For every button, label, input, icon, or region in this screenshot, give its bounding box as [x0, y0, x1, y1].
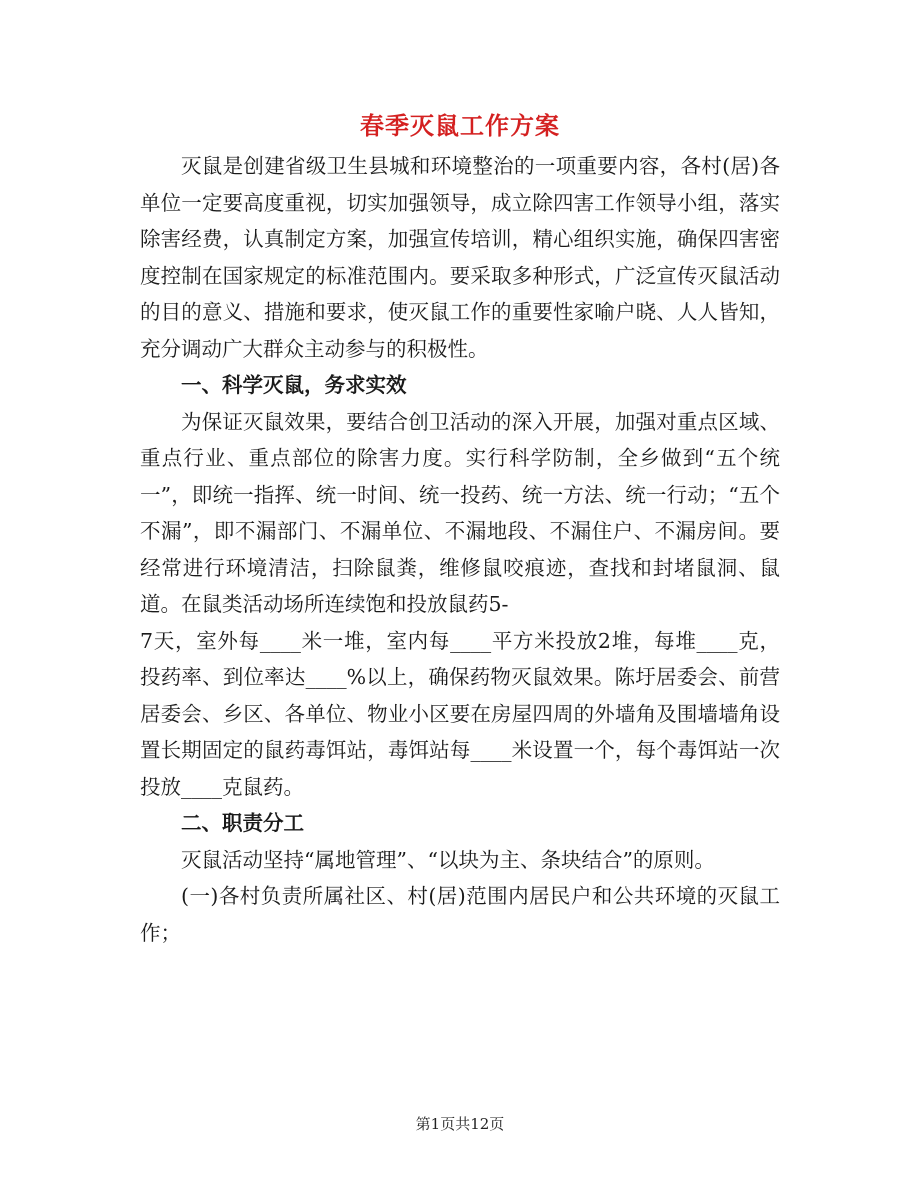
- section2-paragraph-1: 灭鼠活动坚持“属地管理”、“以块为主、条块结合”的原则。: [181, 847, 715, 872]
- intro-paragraph: 灭鼠是创建省级卫生县城和环境整治的一项重要内容，各村(居)各单位一定要高度重视，切实加强领导，成立除四害工作领导小组，落实除害经费，认真制定方案，加强宣传培训，精心组织实施，确保四害密度控制在国家规定的标准范围内。要采取多种形式，广泛宣传灭鼠活动的目的意义、措施和要求，使灭鼠工作的重要性家喻户晓、人人皆知，充分调动广大群众主动参与的积极性。: [140, 154, 780, 361]
- section1-paragraph-2: 7天，室外每____米一堆，室内每____平方米投放2堆，每堆____克，投药率、到位率达____%以上，确保药物灭鼠效果。陈圩居委会、前营居委会、乡区、各单位、物业小区要在房屋四周的外墙角及围墙墙角设置长期固定的鼠药毒饵站，毒饵站每____米设置一个，每个毒饵站一次投放____克鼠药。: [140, 628, 780, 799]
- document-body: [140, 148, 780, 951]
- section2-paragraph-2: (一)各村负责所属社区、村(居)范围内居民户和公共环境的灭鼠工作；: [140, 884, 780, 945]
- section1-paragraph-1: 为保证灭鼠效果，要结合创卫活动的深入开展，加强对重点区域、重点行业、重点部位的除害力度。实行科学防制，全乡做到“五个统一”，即统一指挥、统一时间、统一投药、统一方法、统一行动；“五个不漏”，即不漏部门、不漏单位、不漏地段、不漏住户、不漏房间。要经常进行环境清洁，扫除鼠粪，维修鼠咬痕迹，查找和封堵鼠洞、鼠道。在鼠类活动场所连续饱和投放鼠药5-: [140, 409, 780, 616]
- section-heading-2: 二、职责分工: [181, 811, 304, 835]
- section-heading-1: 一、科学灭鼠，务求实效: [181, 373, 407, 397]
- page-number-footer: 第1页共12页: [415, 1115, 505, 1133]
- document-title: 春季灭鼠工作方案: [360, 111, 560, 140]
